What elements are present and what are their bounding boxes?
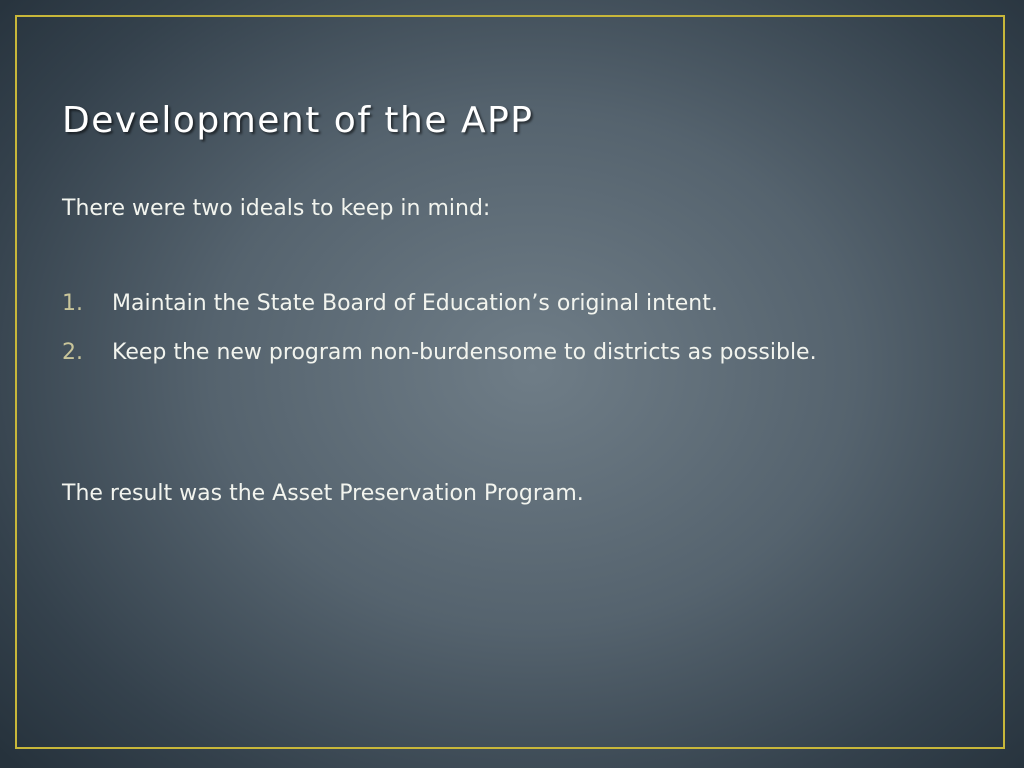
list-item-text: Maintain the State Board of Education’s original intent. bbox=[112, 291, 718, 316]
list-item-number: 2. bbox=[62, 340, 83, 365]
list-item bbox=[62, 333, 922, 373]
slide-title: Development of the APP bbox=[62, 100, 534, 141]
list-item bbox=[62, 284, 922, 324]
result-text: The result was the Asset Preservation Program. bbox=[62, 481, 584, 506]
intro-text: There were two ideals to keep in mind: bbox=[62, 196, 491, 221]
list-item-text: Keep the new program non-burdensome to districts as possible. bbox=[112, 340, 817, 365]
list-item-number: 1. bbox=[62, 291, 83, 316]
ideals-list bbox=[62, 284, 922, 382]
